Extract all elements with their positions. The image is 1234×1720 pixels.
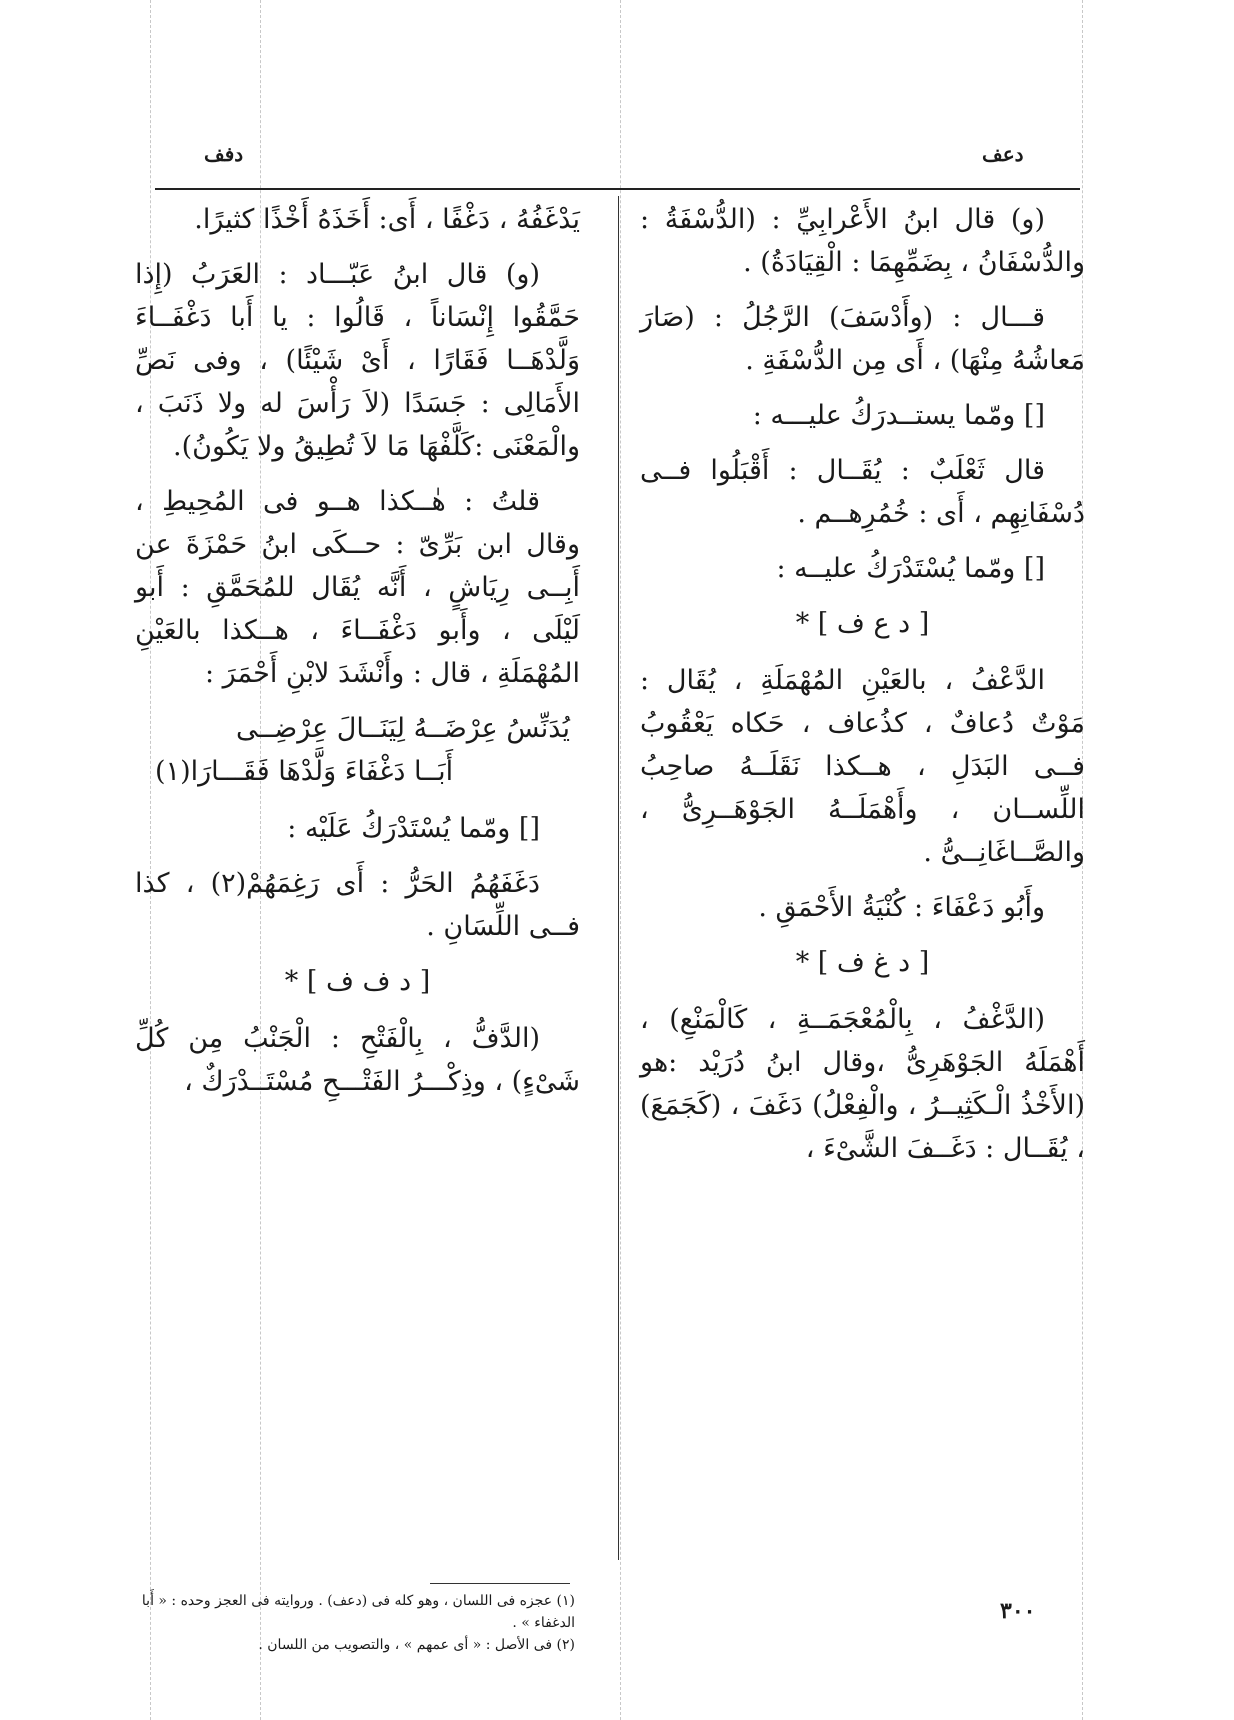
paragraph: قـــال : (وأَدْسَفَ) الرَّجُلُ : (صَارَ مَعاشُهُ مِنْهَا) ، أَى مِن الدُّسْفَةِ . [640, 302, 1085, 376]
left-column [135, 198, 580, 1115]
verse-line: أَبَــا دَغْفَاءَ وَلَّدْهَا فَقَـــارَا(١) [155, 756, 454, 787]
paragraph: (الدَّغْفُ ، بِالْمُعْجَمَــةِ ، كَالْمَنْعِ) ، أَهْمَلَهُ الجَوْهَرِىُّ ،وقال ابنُ دُرَيْد :هو (الأَخْذُ الْـكَثِيــرُ ، والْفِعْلُ) دَغَفَ ، (كَجَمَعَ) ، يُقَــال : دَغَــفَ الشَّىْءَ ، [640, 1004, 1085, 1164]
verse-line: يُدَنِّسُ عِرْضَــهُ لِيَنَــالَ عِرْضِــى [235, 713, 570, 744]
paragraph: دَغَفَهُمُ الحَرُّ : أَى رَغِمَهُمْ(٢) ، كذا فــى اللِّسَانِ . [135, 868, 580, 942]
paragraph: قال ثَعْلَبٌ : يُقَــال : أَقْبَلُوا فــى دُسْفَانِهِم ، أَى : خُمُرِهــم . [640, 455, 1085, 529]
paragraph: [] ومّما يستــدرَكُ عليـــه : [752, 400, 1045, 431]
paragraph: وأَبُو دَعْفَاءَ : كُنْيَةُ الأَحْمَقِ . [758, 892, 1045, 923]
paragraph: (و) قال ابنُ الأَعْرابِيِّ : (الدُّسْفَةُ : والدُّسْفَانُ ، بِضَمِّهِمَا : الْقِيَادَةُ) . [640, 204, 1085, 278]
header-left-word: دفف [204, 142, 244, 166]
paragraph: يَدْغَفُهُ ، دَغْفًا ، أَى: أَخَذَهُ أَخْذًا كثيرًا. [194, 204, 580, 235]
paragraph: الدَّعْفُ ، بالعَيْنِ المُهْمَلَةِ ، يُقَال : مَوْتٌ دُعافٌ ، كذُعاف ، حَكاه يَعْقُوبُ فــى البَدَلِ ، هــكذا نَقَلَــهُ صاحِبُ اللِّســان ، وأَهْمَلَــهُ الجَوْهَــرِىُّ ، والصَّــاغَانِــىُّ . [640, 665, 1085, 868]
paragraph: (الدَّفُّ ، بِالْفَتْحِ : الْجَنْبُ مِن كُلِّ شَىْءٍ) ، وذِكْـــرُ الفَتْـــحِ مُسْتَــدْرَكٌ ، [135, 1023, 580, 1097]
footnote-rule [430, 1583, 570, 1584]
entry-heading: [ د غ ف ] * [795, 947, 930, 978]
scan-guide-line [620, 0, 621, 1720]
entry-heading: [ د ف ف ] * [284, 966, 431, 997]
paragraph: قلتُ : هٰــكذا هــو فى المُحِيطِ ، وقال ابن بَرِّىّ : حــكَى ابنُ حَمْزَةَ عن أَبِــى رِيَاشٍ ، أَنَّه يُقَال للمُحَمَّقِ : أَبو لَيْلَى ، وأَبو دَغْفَــاءَ ، هــكذا بالعَيْنِ المُهْمَلَةِ ، قال : وأَنْشَدَ لابْنِ أَحْمَرَ : [135, 486, 580, 689]
footnote: (١) عجزه فى اللسان ، وهو كله فى (دعف) . وروايته فى العجز وحده : « أَبا الدغفاء » . [141, 1593, 575, 1631]
paragraph: (و) قال ابنُ عَبّـــاد : العَرَبُ (إِذا حَمَّقُوا إِنْسَاناً ، قَالُوا : يا أَبا دَغْفَــاءَ وَلَّدْهَــا فَقَارًا ، أَىْ شَيْئًا) ، وفى نَصِّ الأَمَالِى : جَسَدًا (لاَ رَأْسَ له ولا ذَنَبَ ، والْمَعْنَى :كَلَّفْهَا مَا لاَ تُطِيقُ ولا يَكُونُ). [135, 259, 580, 462]
footnote: (٢) فى الأصل : « أى عمهم » ، والتصويب من اللسان . [258, 1637, 575, 1653]
page-number: ٣٠٠ [1000, 1598, 1036, 1624]
footnotes [130, 1590, 575, 1656]
paragraph: [] ومّما يُسْتَدْرَكُ عليــه : [776, 553, 1045, 584]
paragraph: [] ومّما يُسْتَدْرَكُ عَلَيْه : [287, 813, 540, 844]
column-divider [618, 196, 619, 1560]
right-column [640, 198, 1085, 1182]
header-rule [155, 188, 1080, 190]
header-right-word: دعف [982, 142, 1024, 166]
entry-heading: [ د ع ف ] * [795, 608, 930, 639]
